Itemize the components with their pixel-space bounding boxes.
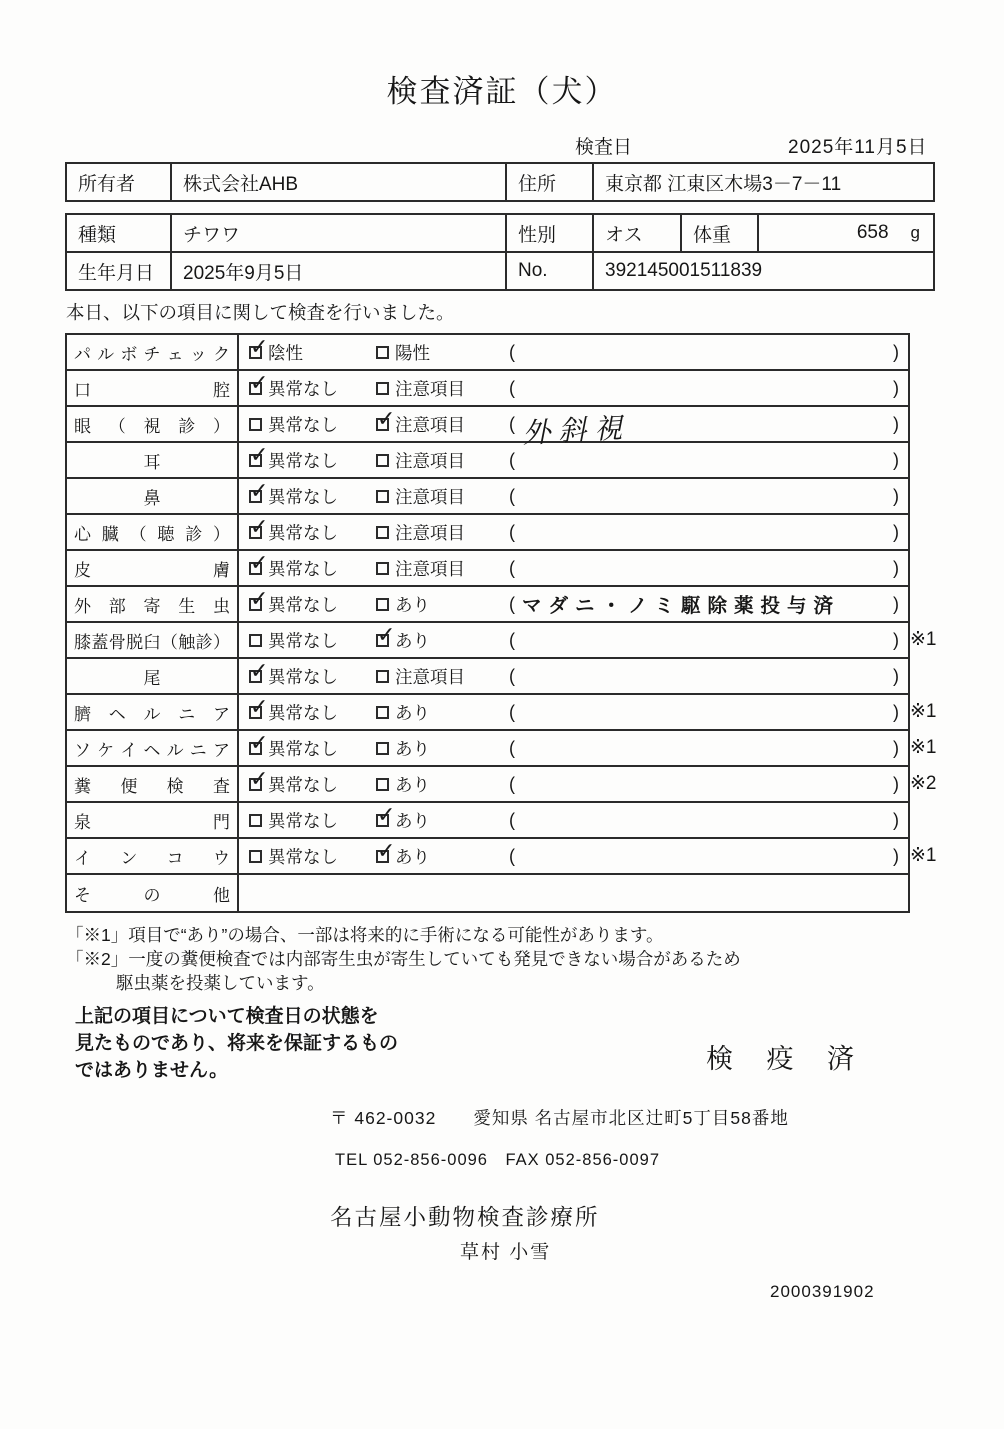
disclaimer-text bbox=[75, 1003, 398, 1084]
checkbox-option-label: あり bbox=[395, 630, 430, 651]
owner-value: 株式会社AHB bbox=[171, 163, 506, 201]
note-area bbox=[509, 810, 908, 831]
checkbox-unchecked-icon bbox=[249, 850, 262, 863]
owner-label: 所有者 bbox=[66, 163, 171, 201]
label-char: 診 bbox=[195, 632, 213, 652]
clinic-postal-address: 〒 462-0032 愛知県 名古屋市北区辻町5丁目58番地 bbox=[330, 1108, 789, 1128]
quarantine-stamp: 検 疫 済 bbox=[706, 1044, 868, 1074]
birthdate-value: 2025年9月5日 bbox=[171, 252, 506, 290]
document-number: 2000391902 bbox=[770, 1282, 875, 1301]
label-char: 泉 bbox=[74, 812, 91, 832]
paren-open: ( bbox=[509, 557, 515, 578]
checkbox-option-label: 異常なし bbox=[268, 810, 338, 831]
paren-open: ( bbox=[509, 845, 515, 866]
species-row bbox=[66, 214, 934, 252]
checkbox-option-label: 注意項目 bbox=[395, 522, 465, 543]
checklist-row bbox=[67, 407, 908, 450]
checklist-row bbox=[67, 551, 908, 587]
label-char: 門 bbox=[213, 812, 230, 832]
label-char: 鼻 bbox=[143, 488, 161, 508]
inspection-date-value: 2025年11月5日 bbox=[788, 137, 928, 158]
checkbox-option bbox=[376, 628, 509, 653]
checkbox-option-label: 異常なし bbox=[268, 378, 338, 399]
checkbox-option bbox=[376, 376, 509, 401]
checkbox-unchecked-icon bbox=[249, 814, 262, 827]
checklist-row-label bbox=[67, 623, 239, 657]
label-char: 寄 bbox=[143, 596, 161, 616]
label-char: ウ bbox=[212, 848, 230, 868]
checklist-row-options bbox=[239, 551, 908, 585]
label-char: 骨 bbox=[108, 632, 126, 652]
checkbox-unchecked-icon bbox=[376, 598, 389, 611]
no-label: No. bbox=[506, 252, 593, 290]
label-char: ケ bbox=[97, 740, 115, 760]
checkbox-option-label: 注意項目 bbox=[395, 378, 465, 399]
label-char: ） bbox=[213, 632, 230, 652]
paren-open: ( bbox=[509, 341, 515, 362]
weight-value-cell bbox=[758, 214, 934, 252]
checklist-row-label bbox=[67, 587, 239, 621]
paren-close: ) bbox=[893, 413, 899, 434]
disclaimer-line-1: 上記の項目について検査日の状態を bbox=[75, 1006, 379, 1027]
checkbox-option bbox=[249, 484, 376, 509]
checklist-row bbox=[67, 839, 937, 875]
animal-info-table bbox=[65, 213, 935, 291]
paren-close: ) bbox=[893, 485, 899, 506]
owner-address-table bbox=[65, 162, 935, 202]
paren-close: ) bbox=[893, 773, 899, 794]
label-char: ヘ bbox=[143, 740, 161, 760]
checklist-row-label bbox=[67, 803, 239, 837]
paren-open: ( bbox=[509, 701, 515, 722]
label-char: そ bbox=[74, 885, 91, 905]
label-char: 検 bbox=[166, 776, 184, 796]
checkbox-option-label: 異常なし bbox=[268, 774, 338, 795]
weight-label: 体重 bbox=[681, 214, 758, 252]
checklist-row bbox=[67, 731, 937, 767]
checkbox-option-label: 異常なし bbox=[268, 846, 338, 867]
paren-close: ) bbox=[893, 449, 899, 470]
footnote-mark: ※1 bbox=[910, 737, 937, 758]
checkbox-checked-icon bbox=[376, 814, 389, 827]
label-char: ェ bbox=[166, 344, 184, 364]
address-label: 住所 bbox=[506, 163, 593, 201]
checkbox-option-label: あり bbox=[395, 702, 430, 723]
checkbox-checked-icon bbox=[249, 706, 262, 719]
label-char: チ bbox=[143, 344, 161, 364]
paren-open: ( bbox=[509, 737, 515, 758]
paren-open: ( bbox=[509, 485, 515, 506]
paren-open: ( bbox=[509, 809, 515, 830]
note-area bbox=[509, 590, 908, 618]
label-char: 耳 bbox=[143, 452, 161, 472]
checkbox-option bbox=[249, 664, 376, 689]
checkbox-unchecked-icon bbox=[376, 490, 389, 503]
checkbox-option-label: 注意項目 bbox=[395, 486, 465, 507]
label-char: 他 bbox=[213, 885, 230, 905]
checklist-row-options bbox=[239, 479, 908, 513]
paren-close: ) bbox=[893, 737, 899, 758]
label-char: ニ bbox=[189, 740, 207, 760]
checkbox-option-label: 異常なし bbox=[268, 594, 338, 615]
note-area bbox=[509, 558, 908, 579]
paren-open: ( bbox=[509, 377, 515, 398]
checklist-row bbox=[67, 443, 908, 479]
label-char: （ bbox=[160, 632, 178, 652]
checkbox-option bbox=[376, 844, 509, 869]
footnote-line-2: 「※2」一度の糞便検査では内部寄生虫が寄生していても発見できない場合があるため bbox=[66, 949, 741, 969]
label-char: パ bbox=[74, 344, 91, 364]
checkbox-unchecked-icon bbox=[376, 526, 389, 539]
weight-unit: g bbox=[910, 223, 920, 242]
intro-text: 本日、以下の項目に関して検査を行いました。 bbox=[66, 302, 455, 323]
checkbox-checked-icon bbox=[249, 778, 262, 791]
note-area bbox=[509, 666, 908, 687]
checklist-row-options bbox=[239, 875, 908, 911]
checklist-row bbox=[67, 875, 908, 911]
label-char: の bbox=[143, 885, 161, 905]
page-title: 検査済証（犬） bbox=[386, 74, 618, 109]
label-char: ッ bbox=[189, 344, 207, 364]
paren-close: ) bbox=[893, 557, 899, 578]
no-value: 392145001511839 bbox=[593, 252, 934, 290]
checklist-row-options bbox=[239, 839, 908, 873]
label-char: 便 bbox=[120, 776, 138, 796]
note-area bbox=[509, 702, 908, 723]
checkbox-option bbox=[249, 592, 376, 617]
checkbox-option-label: 注意項目 bbox=[395, 666, 465, 687]
checkbox-option bbox=[376, 592, 509, 617]
checkbox-unchecked-icon bbox=[376, 454, 389, 467]
checkbox-option-label: 注意項目 bbox=[395, 450, 465, 471]
checklist-row-label bbox=[67, 443, 239, 477]
footnote-line-1: 「※1」項目で“あり”の場合、一部は将来的に手術になる可能性があります。 bbox=[66, 925, 664, 945]
sex-value: オス bbox=[593, 214, 681, 252]
paren-open: ( bbox=[509, 665, 515, 686]
checkbox-option-label: 異常なし bbox=[268, 522, 338, 543]
label-char: ン bbox=[120, 848, 138, 868]
checkbox-option bbox=[376, 700, 509, 725]
checkbox-option-label: あり bbox=[395, 594, 430, 615]
checkbox-option bbox=[249, 448, 376, 473]
checklist-table bbox=[65, 333, 937, 913]
disclaimer-line-3: ではありません。 bbox=[75, 1060, 229, 1081]
checklist-row bbox=[67, 623, 937, 659]
label-char: ヘ bbox=[108, 704, 126, 724]
footnotes bbox=[66, 923, 1004, 995]
veterinarian-name: 草村 小雪 bbox=[460, 1242, 552, 1263]
checkbox-checked-icon bbox=[249, 742, 262, 755]
label-char: ル bbox=[97, 344, 115, 364]
paren-close: ) bbox=[893, 701, 899, 722]
label-char: ア bbox=[212, 740, 230, 760]
paren-close: ) bbox=[893, 593, 899, 614]
checkbox-option-label: 異常なし bbox=[268, 450, 338, 471]
note-area bbox=[509, 846, 908, 867]
checkbox-option bbox=[249, 772, 376, 797]
checkbox-unchecked-icon bbox=[376, 346, 389, 359]
label-char: ニ bbox=[178, 704, 196, 724]
checkbox-option bbox=[376, 556, 509, 581]
checklist-row bbox=[67, 335, 908, 371]
checkbox-checked-icon bbox=[249, 526, 262, 539]
paren-close: ) bbox=[893, 341, 899, 362]
checklist-row bbox=[67, 587, 908, 623]
birthdate-label: 生年月日 bbox=[66, 252, 171, 290]
checkbox-unchecked-icon bbox=[376, 778, 389, 791]
paren-close: ) bbox=[893, 665, 899, 686]
checklist-row-options bbox=[239, 695, 908, 729]
note-area bbox=[509, 522, 908, 543]
clinic-name: 名古屋小動物検査診療所 bbox=[330, 1205, 600, 1230]
checkbox-unchecked-icon bbox=[376, 706, 389, 719]
checkbox-unchecked-icon bbox=[376, 742, 389, 755]
label-char: 脱 bbox=[126, 632, 144, 652]
checkbox-checked-icon bbox=[376, 418, 389, 431]
checkbox-checked-icon bbox=[249, 490, 262, 503]
species-value: チワワ bbox=[171, 214, 506, 252]
checkbox-option bbox=[249, 700, 376, 725]
checklist-row-options bbox=[239, 335, 908, 369]
checkbox-option bbox=[376, 808, 509, 833]
checkbox-checked-icon bbox=[376, 634, 389, 647]
checkbox-option bbox=[376, 448, 509, 473]
note-area bbox=[509, 450, 908, 471]
label-char: 査 bbox=[212, 776, 230, 796]
label-char: ボ bbox=[120, 344, 138, 364]
label-char: 触 bbox=[178, 632, 196, 652]
label-char: ） bbox=[213, 416, 230, 436]
label-char: 糞 bbox=[74, 776, 91, 796]
checklist-row-options bbox=[239, 587, 908, 621]
checklist-row-options bbox=[239, 443, 908, 477]
label-char: 腔 bbox=[213, 380, 230, 400]
paren-open: ( bbox=[509, 629, 515, 650]
checkbox-unchecked-icon bbox=[249, 418, 262, 431]
clinic-tel-fax: TEL 052-856-0096 FAX 052-856-0097 bbox=[335, 1151, 661, 1169]
note-area bbox=[509, 738, 908, 759]
owner-address-row bbox=[66, 163, 934, 201]
checkbox-option bbox=[249, 628, 376, 653]
checkbox-option-label: 異常なし bbox=[268, 558, 338, 579]
checkbox-option bbox=[249, 376, 376, 401]
checkbox-option-label: あり bbox=[395, 774, 430, 795]
weight-value: 658 bbox=[856, 222, 889, 243]
label-char: （ bbox=[129, 524, 147, 544]
checkbox-option-label: 異常なし bbox=[268, 738, 338, 759]
label-char: 生 bbox=[178, 596, 196, 616]
checkbox-unchecked-icon bbox=[376, 562, 389, 575]
label-char: 眼 bbox=[74, 416, 91, 436]
label-char: コ bbox=[166, 848, 184, 868]
checkbox-option bbox=[376, 484, 509, 509]
label-char: 外 bbox=[74, 596, 91, 616]
checkbox-option bbox=[249, 808, 376, 833]
checkbox-option bbox=[249, 412, 376, 437]
checklist-row bbox=[67, 803, 908, 839]
label-char: 聴 bbox=[157, 524, 175, 544]
checkbox-option-label: 異常なし bbox=[268, 666, 338, 687]
label-char: 臓 bbox=[101, 524, 119, 544]
label-char: イ bbox=[120, 740, 138, 760]
checkbox-checked-icon bbox=[249, 598, 262, 611]
checklist-row bbox=[67, 695, 937, 731]
checkbox-option-label: あり bbox=[395, 810, 430, 831]
checkbox-option-label: 注意項目 bbox=[395, 558, 465, 579]
checklist-row-options bbox=[239, 623, 908, 657]
note-area bbox=[509, 774, 908, 795]
label-char: ） bbox=[212, 524, 230, 544]
disclaimer-line-2: 見たものであり、将来を保証するもの bbox=[75, 1033, 399, 1054]
checkbox-option bbox=[249, 520, 376, 545]
note-area bbox=[509, 630, 908, 651]
checklist-row-label bbox=[67, 839, 239, 873]
checklist-row-label bbox=[67, 767, 239, 801]
label-char: イ bbox=[74, 848, 91, 868]
footnote-mark: ※1 bbox=[910, 845, 937, 866]
birthdate-row bbox=[66, 252, 934, 290]
checklist-row-label bbox=[67, 695, 239, 729]
checkbox-checked-icon bbox=[249, 562, 262, 575]
checkbox-option-label: 陽性 bbox=[395, 342, 430, 363]
checkbox-option bbox=[249, 736, 376, 761]
checklist-row-label bbox=[67, 515, 239, 549]
checkbox-option bbox=[376, 736, 509, 761]
label-char: 心 bbox=[74, 524, 91, 544]
checkbox-option-label: 異常なし bbox=[268, 630, 338, 651]
checkbox-option bbox=[249, 556, 376, 581]
checkbox-checked-icon bbox=[376, 850, 389, 863]
checklist-row-options bbox=[239, 659, 908, 693]
label-char: ソ bbox=[74, 740, 91, 760]
checkbox-unchecked-icon bbox=[376, 670, 389, 683]
label-char: 口 bbox=[74, 380, 91, 400]
checkbox-option bbox=[376, 412, 509, 437]
checkbox-checked-icon bbox=[249, 670, 262, 683]
paren-open: ( bbox=[509, 773, 515, 794]
label-char: 膝 bbox=[74, 632, 91, 652]
checklist-row-label bbox=[67, 551, 239, 585]
note-area bbox=[509, 404, 908, 450]
species-label: 種類 bbox=[66, 214, 171, 252]
paren-close: ) bbox=[893, 845, 899, 866]
paren-open: ( bbox=[509, 521, 515, 542]
footnote-mark: ※1 bbox=[910, 629, 937, 650]
checkbox-checked-icon bbox=[249, 346, 262, 359]
footnote-mark: ※1 bbox=[910, 701, 937, 722]
checklist-row bbox=[67, 767, 937, 803]
checkbox-option bbox=[376, 664, 509, 689]
checklist-row-label bbox=[67, 479, 239, 513]
checkbox-option bbox=[376, 340, 509, 365]
paren-close: ) bbox=[893, 377, 899, 398]
checklist-row-label bbox=[67, 335, 239, 369]
checklist-row-label bbox=[67, 731, 239, 765]
paren-close: ) bbox=[893, 629, 899, 650]
checkbox-option-label: あり bbox=[395, 738, 430, 759]
label-char: 部 bbox=[108, 596, 126, 616]
note-text: マダニ・ノミ駆除薬投与済 bbox=[522, 595, 841, 617]
closing-section bbox=[0, 1003, 1004, 1095]
label-char: 診 bbox=[185, 524, 203, 544]
note-area bbox=[509, 342, 908, 363]
paren-open: ( bbox=[509, 413, 515, 434]
checklist-row-label bbox=[67, 875, 239, 911]
checkbox-option-label: あり bbox=[395, 846, 430, 867]
checkbox-option bbox=[376, 520, 509, 545]
checkbox-checked-icon bbox=[249, 454, 262, 467]
note-area bbox=[509, 486, 908, 507]
checklist-row-options bbox=[239, 731, 908, 765]
paren-open: ( bbox=[509, 593, 515, 614]
label-char: ル bbox=[166, 740, 184, 760]
paren-close: ) bbox=[893, 521, 899, 542]
label-char: 臼 bbox=[143, 632, 161, 652]
paren-open: ( bbox=[509, 449, 515, 470]
label-char: ア bbox=[213, 704, 230, 724]
checklist-row-options bbox=[239, 515, 908, 549]
checkbox-option-label: 陰性 bbox=[268, 342, 303, 363]
label-char: 蓋 bbox=[91, 632, 109, 652]
address-value: 東京都 江東区木場3－7－11 bbox=[593, 163, 934, 201]
checkbox-option-label: 異常なし bbox=[268, 414, 338, 435]
checkbox-checked-icon bbox=[249, 382, 262, 395]
label-char: ク bbox=[212, 344, 230, 364]
inspection-date-row bbox=[0, 132, 1004, 158]
label-char: 臍 bbox=[74, 704, 91, 724]
checklist-row-label bbox=[67, 659, 239, 693]
label-char: （ bbox=[108, 416, 126, 436]
checklist-row-label bbox=[67, 407, 239, 441]
checklist-row-options bbox=[239, 767, 908, 801]
checkbox-option bbox=[249, 340, 376, 365]
label-char: 診 bbox=[178, 416, 196, 436]
checkbox-option-label: 注意項目 bbox=[395, 414, 465, 435]
inspection-date-label: 検査日 bbox=[575, 137, 633, 158]
paren-close: ) bbox=[893, 809, 899, 830]
label-char: 虫 bbox=[213, 596, 230, 616]
note-text: 外斜視 bbox=[521, 411, 632, 450]
checkbox-unchecked-icon bbox=[249, 634, 262, 647]
checkbox-option-label: 異常なし bbox=[268, 702, 338, 723]
label-char: 膚 bbox=[213, 560, 230, 580]
checklist-row-options bbox=[239, 407, 908, 450]
checkbox-unchecked-icon bbox=[376, 382, 389, 395]
label-char: 視 bbox=[143, 416, 161, 436]
checklist-row bbox=[67, 515, 908, 551]
footnote-line-3: 駆虫薬を投薬しています。 bbox=[116, 973, 325, 993]
label-char: ル bbox=[143, 704, 161, 724]
checklist-row-label bbox=[67, 371, 239, 405]
checklist-row bbox=[67, 479, 908, 515]
checkbox-option-label: 異常なし bbox=[268, 486, 338, 507]
sex-label: 性別 bbox=[506, 214, 593, 252]
footnote-mark: ※2 bbox=[910, 773, 937, 794]
checkbox-option bbox=[376, 772, 509, 797]
checklist-row-options bbox=[239, 803, 908, 837]
checkbox-option bbox=[249, 844, 376, 869]
label-char: 皮 bbox=[74, 560, 91, 580]
checklist-row bbox=[67, 659, 908, 695]
label-char: 尾 bbox=[143, 668, 161, 688]
